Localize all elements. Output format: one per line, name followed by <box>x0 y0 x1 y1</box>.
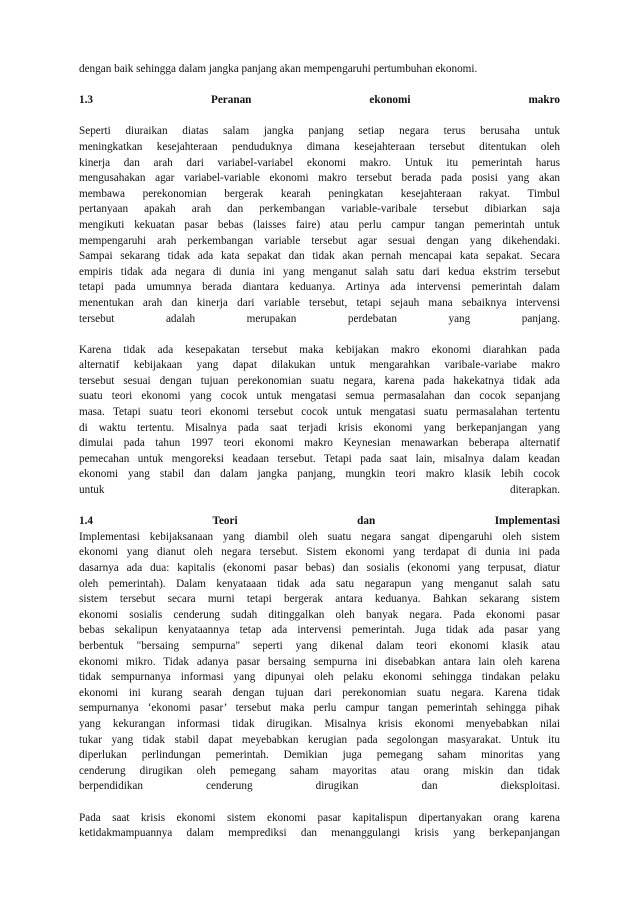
spacer <box>79 327 560 343</box>
text-line: bebas sekalipun kenyataannya tetap ada intervensi pemerintah. Juga tidak ada pasar yang <box>79 624 560 637</box>
text-line: tetapi pada umumnya berada diantara keduanya. Artinya ada intervensi pemerintah dalam <box>79 281 560 294</box>
document-page <box>79 62 560 842</box>
text-line: oleh pemerintah). Dalam kenyataaan tidak ada satu negarapun yang menganut salah satu <box>79 577 560 590</box>
text-line: Sampai sekarang tidak ada kata sepakat dan tidak akan pernah mencapai kata sepakat. Secara <box>79 250 560 263</box>
section-heading-1-4 <box>79 514 560 530</box>
section-number: 1.4 <box>79 515 93 528</box>
paragraph-1-3-a <box>79 124 560 327</box>
text-line: sempurnanya ‘ekonomi pasar’ tersebut maka perlu campur tangan pemerintah sehingga pihak <box>79 702 560 715</box>
text-line: tersebut sesuai dengan tujuan perekonomian suatu negara, karena pada hakekatnya tidak ada <box>79 374 560 387</box>
text-line: ketidakmampuannya dalam memprediksi dan menanggulangi krisis yang berkepanjangan <box>79 827 560 840</box>
text-line: ekonomi mikro. Tidak adanya pasar bersaing sempurna ini disebabkan antara lain oleh karena <box>79 655 560 668</box>
text-line: meningkatkan kesejahteraan penduduknya dimana kesejahteraan tersebut ditentukan oleh <box>79 140 560 153</box>
text-line: yang kekurangan informasi tidak dirugikan. Misalnya krisis ekonomi menyebabkan nilai <box>79 717 560 730</box>
text-line: cenderung dirugikan oleh pemegang saham mayoritas atau orang miskin dan tidak <box>79 764 560 777</box>
heading-word: makro <box>528 94 560 107</box>
text-line: empiris tidak ada negara di dunia ini yang menganut salah satu dari kedua ekstrim tersebut <box>79 265 560 278</box>
text-line: kinerja dan arah dari variabel-variabel ekonomi makro. Untuk itu pemerintah harus <box>79 156 560 169</box>
text-line: ekonomi yang stabil dan dalam jangka panjang, mungkin teori makro klasik lebih cocok <box>79 468 560 481</box>
text-line: Pada saat krisis ekonomi sistem ekonomi pasar kapitalispun dipertanyakan orang karena <box>79 811 560 824</box>
text-line: Seperti diuraikan diatas salam jangka panjang setiap negara terus berusaha untuk <box>79 125 560 138</box>
intro-line: dengan baik sehingga dalam jangka panjang akan mempengaruhi pertumbuhan ekonomi. <box>79 63 478 75</box>
text-line: ekonomi sosialis cenderung sudah ditinggalkan oleh banyak negara. Pada ekonomi pasar <box>79 608 560 621</box>
text-line: ekonomi yang dianut oleh negara tersebut. Sistem ekonomi yang terdapat di dunia ini pada <box>79 546 560 559</box>
text-line: dimulai pada tahun 1997 teori ekonomi makro Keynesian menawarkan beberapa alternatif <box>79 437 560 450</box>
text-line: suatu teori ekonomi yang cocok untuk mengatasi semua permasalahan dan cocok sepanjang <box>79 390 560 403</box>
heading-word: Teori <box>212 515 238 528</box>
text-line: alternatif kebijakaan yang dapat dilakukan untuk mengarahkan varibale-variabe makro <box>79 359 560 372</box>
paragraph-1-4-a <box>79 530 560 795</box>
text-line: mempengaruhi arah perkembangan variable tersebut agar sesuai dengan yang dikehendaki. <box>79 234 560 247</box>
text-line: mengikuti kekuatan pasar bebas (laisses faire) atau perlu campur tangan pemerintah untuk <box>79 218 560 231</box>
paragraph-1-4-b <box>79 811 560 842</box>
text-line: tidak sempurnanya informasi yang dipunyai oleh pelaku ekonomi sehingga tindakan pelaku <box>79 671 560 684</box>
heading-word: Peranan <box>211 94 252 107</box>
spacer <box>79 78 560 94</box>
text-line: pertanyaan apakah arah dan perkembangan variable-varibale tersebut dibiarkan saja <box>79 203 560 216</box>
text-line: Implementasi kebijaksanaan yang diambil oleh suatu negara sangat dipengaruhi oleh sistem <box>79 530 560 543</box>
text-line: dasarnya ada dua: kapitalis (ekonomi pasar bebas) dan sosialis (ekonomi yang terpusat, diatur <box>79 562 560 574</box>
spacer <box>79 795 560 811</box>
text-line: ekonomi ini kurang searah dengan tujuan dari perekonomian suatu negara. Karena tidak <box>79 686 560 699</box>
heading-word: ekonomi <box>369 94 411 107</box>
text-line: Karena tidak ada kesepakatan tersebut maka kebijakan makro ekonomi diarahkan pada <box>79 343 560 356</box>
text-line: pemecahan untuk mengoreksi keadaan tersebut. Tetapi pada saat lain, misalnya dalam keadan <box>79 452 560 465</box>
spacer <box>79 109 560 125</box>
section-heading-1-3 <box>79 93 560 109</box>
section-number: 1.3 <box>79 94 93 107</box>
text-line: sistem tersebut secara murni tetapi bergerak antara keduanya. Bahkan sekarang sistem <box>79 593 560 606</box>
text-line: tukar yang tidak stabil dapat meyebabkan kerugian pada segolongan masyarakat. Untuk itu <box>79 733 560 746</box>
text-line: diperlukan perlindungan pemerintah. Demikian juga pemegang saham minoritas yang <box>79 749 560 762</box>
text-line: masa. Tetapi suatu teori ekonomi tersebut cocok untuk mengatasi suatu permasalahan tertentu <box>79 406 560 419</box>
spacer <box>79 499 560 515</box>
paragraph-1-3-b <box>79 343 560 499</box>
text-line: berpendidikan cenderung dirugikan dan dieksploitasi. <box>79 780 560 793</box>
text-line: untuk diterapkan. <box>79 484 560 497</box>
text-line: membawa perekonomian bergerak kearah peningkatan kesejahteraan rakyat. Timbul <box>79 187 560 200</box>
text-line: mengusahakan agar variabel-variable ekonomi makro tersebut berada pada posisi yang akan <box>79 172 560 185</box>
text-line: menentukan arah dan kinerja dari variable tersebut, tetapi sejauh mana sebaiknya intervensi <box>79 296 560 309</box>
heading-word: dan <box>357 515 376 528</box>
text-line: tersebut adalah merupakan perdebatan yang panjang. <box>79 312 560 325</box>
text-line: berbentuk "bersaing sempurna" seperti yang dikenal dalam teori ekonomi klasik atau <box>79 639 560 652</box>
text-line: di waktu tertentu. Misalnya pada saat terjadi krisis ekonomi yang berkepanjangan yang <box>79 421 560 434</box>
heading-word: Implementasi <box>494 515 560 528</box>
